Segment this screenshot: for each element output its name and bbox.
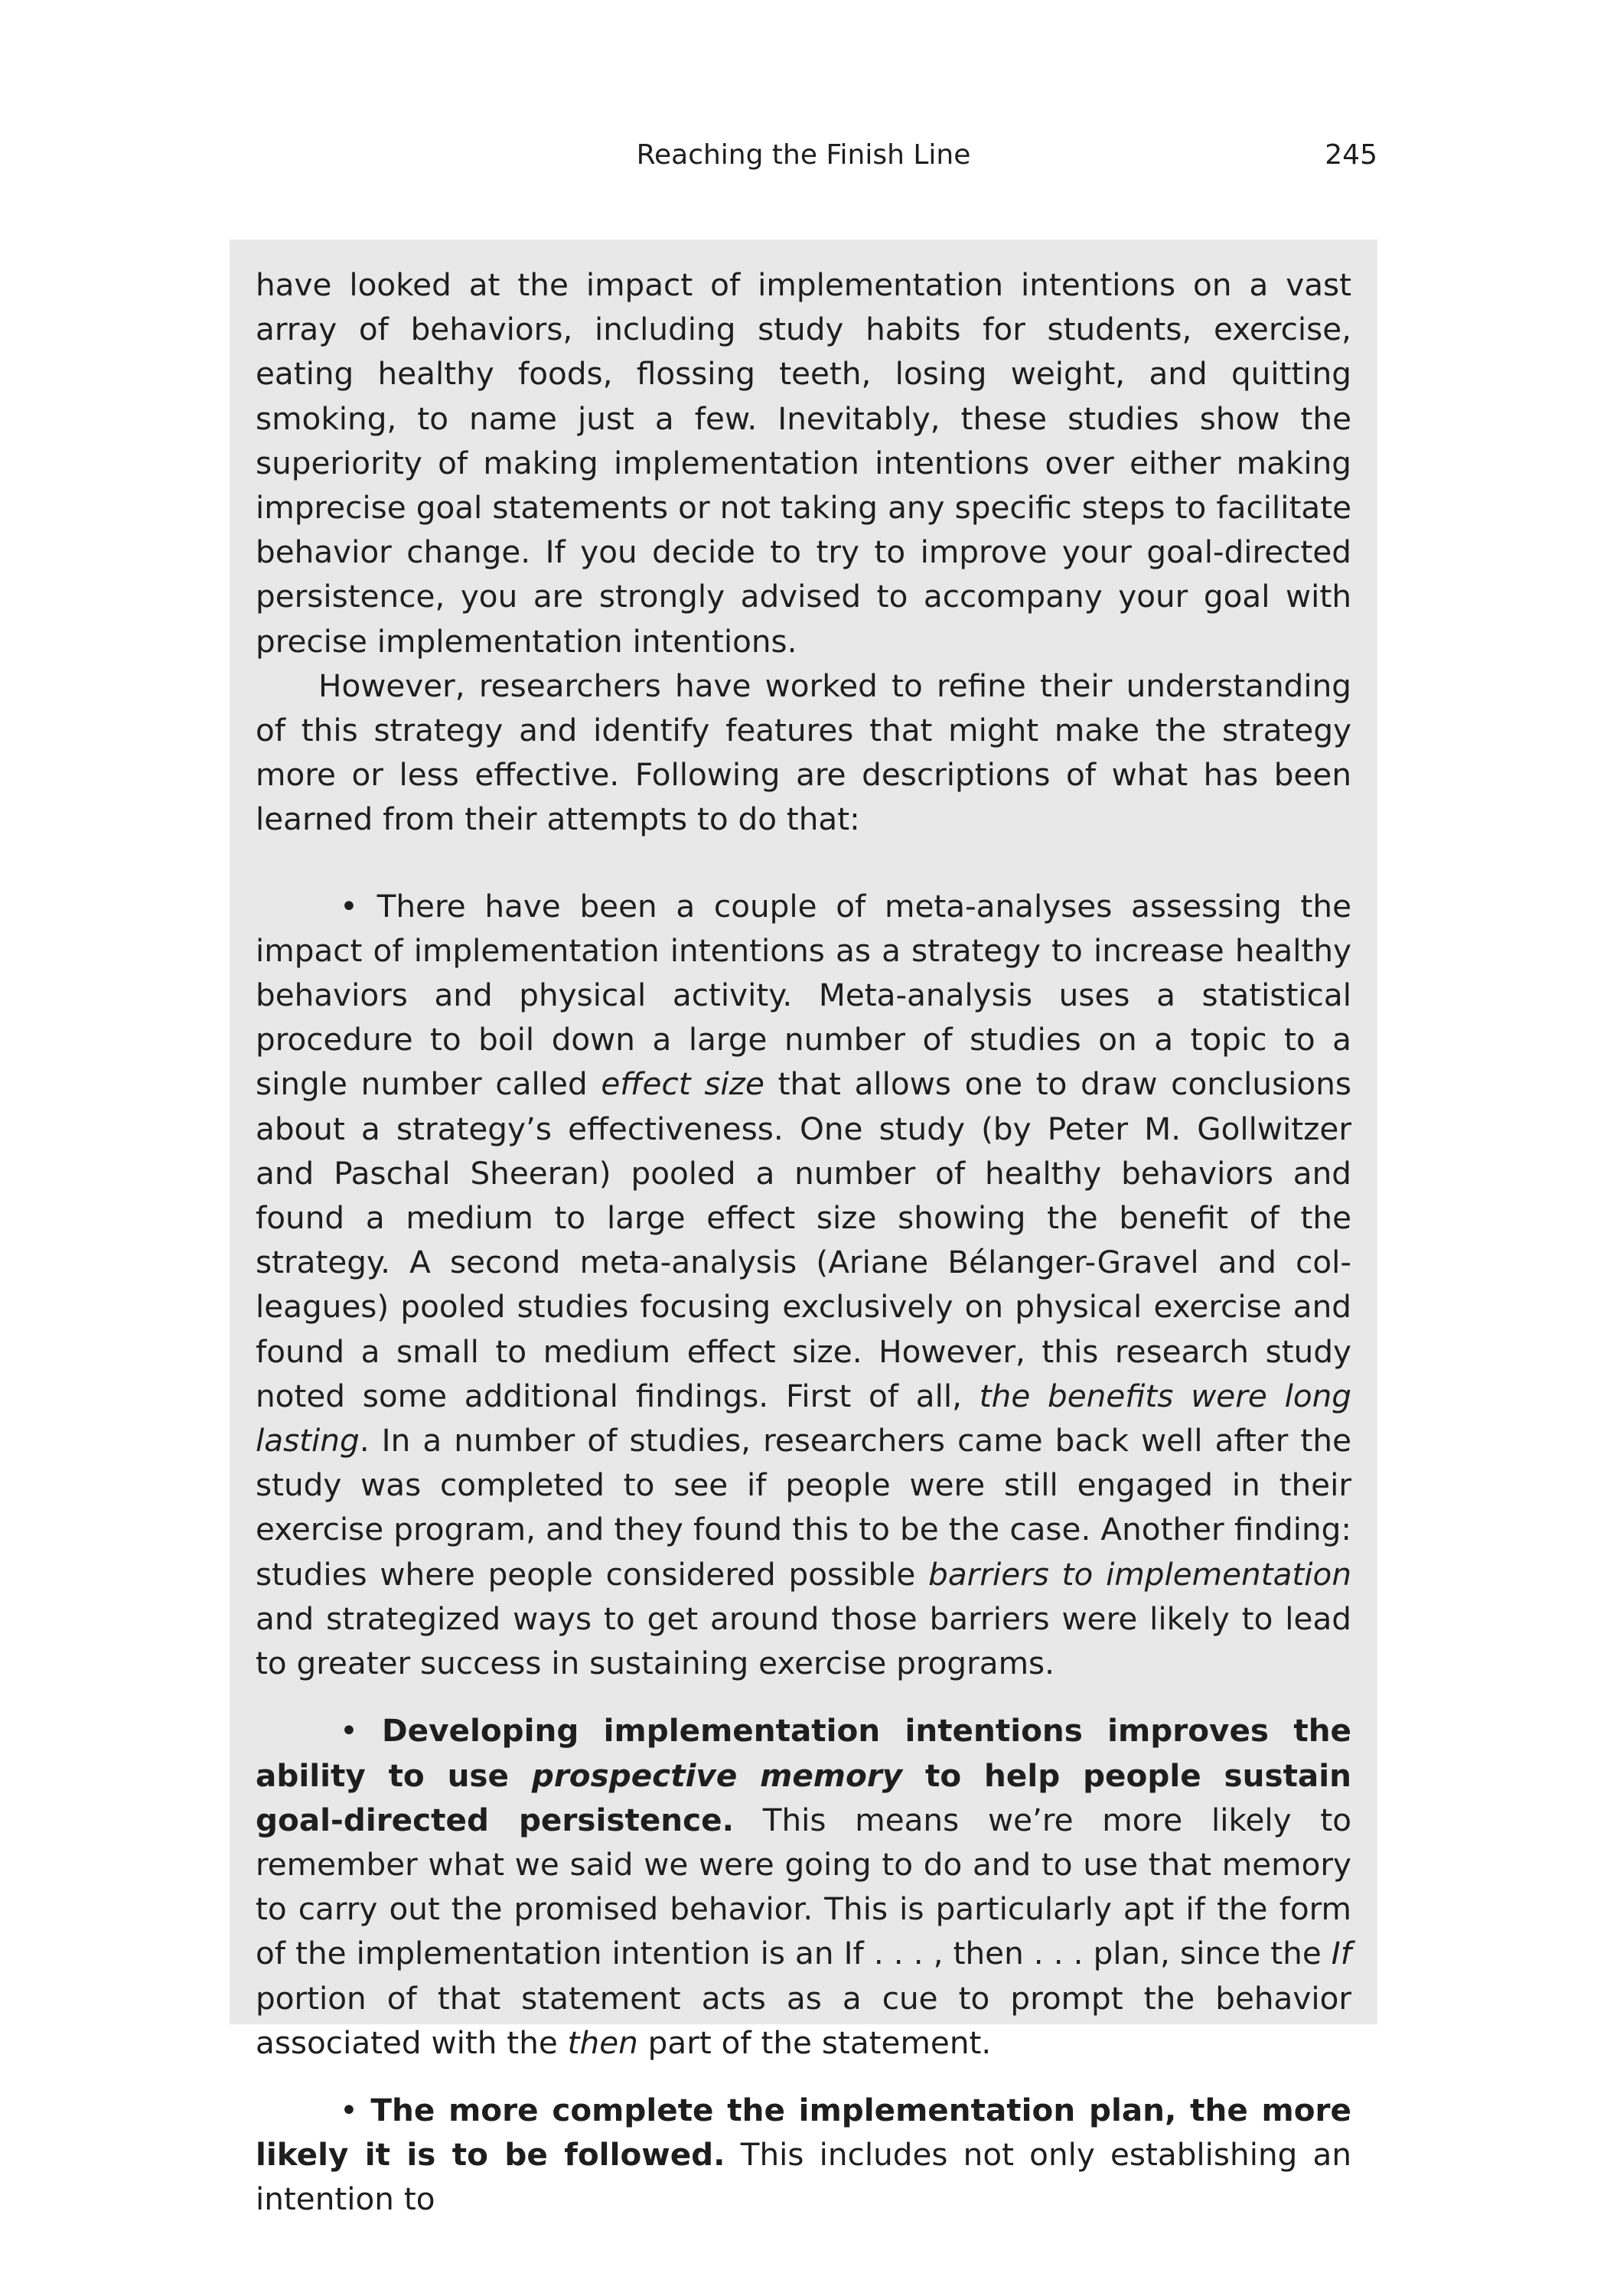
term-barriers-to-implementation: barriers to implementation: [928, 1555, 1351, 1593]
page-number: 245: [1325, 139, 1377, 171]
paragraph-1: have looked at the impact of implementation intentions on a vast array of behaviors, including study habits for students, exercise, eating healthy foods, flossing teeth, losing weight, and quitting smoking, to name just a few. Inevitably, these studies show the superiority of making implementation intentions over either making imprecise goal statements or not taking any specific steps to facilitate behavior change. If you decide to try to improve your goal-directed persistence, you are strongly advised to accompany your goal with precise implementation intentions.: [256, 266, 1351, 660]
bullet-1-text-d: and strategized ways to get around those barriers were likely to lead to greater success in sustaining exercise programs.: [256, 1600, 1351, 1682]
emphasis-long-lasting: the benefits were long lasting: [256, 1377, 1351, 1459]
bullet-item-complete-plan: [256, 2088, 1351, 2222]
running-head-title: Reaching the Finish Line: [636, 139, 971, 171]
emphasis-then: then: [567, 2024, 638, 2061]
bullet-1-text-a: There have been a couple of meta-analyses assessing the impact of implementation intentions as a strategy to increase healthy behaviors and physical activity. Meta-analysis uses a statistical procedure to boil down a large number of studies on a topic to a single number called: [256, 887, 1352, 1103]
paragraph-2: However, researchers have worked to refine their understanding of this strategy and identify features that might make the strategy more or less effective. Following are descriptions of what has been learned from their attempts to do that:: [256, 667, 1351, 838]
bullet-icon: •: [340, 2091, 358, 2128]
emphasis-if: If: [1331, 1935, 1351, 1972]
bullet-2-text-c: part of the statement.: [637, 2024, 992, 2061]
bullet-2-text-a: This means we’re more likely to remember what we said we were going to do and to use that memory to carry out the promised behavior. This is particularly apt if the form of the implementation intention is an If . . . , then . . . plan, since the: [256, 1801, 1351, 1972]
term-effect-size: effect size: [601, 1065, 764, 1103]
bullet-1-text-c: . In a number of studies, researchers came back well after the study was completed to see if people were still engaged in their exercise program, and they found this to be the case. Another finding: studies where people considered possible: [256, 1422, 1351, 1593]
bullet-item-prospective-memory: [256, 1708, 1351, 2065]
bullet-item-meta-analyses: [256, 884, 1351, 1686]
bullet-3-heading: The more complete the implementation plan, the more likely it is to be followed.: [256, 2091, 1352, 2174]
bullet-2-text-b: portion of that statement acts as a cue to prompt the behavior associated with the: [256, 1979, 1351, 2061]
bullet-icon: •: [340, 1712, 358, 1750]
bullet-3-text-a: This includes not only establishing an intention to: [256, 2136, 1351, 2218]
bullet-icon: •: [340, 887, 358, 925]
shaded-text-box: [230, 240, 1377, 2218]
bullet-2-heading-b: to help people sustain goal-directed persistence.: [256, 1756, 1351, 1838]
term-prospective-memory: prospective memory: [531, 1756, 903, 1794]
bullet-1-text-b: that allows one to draw conclusions about a strategy’s effectiveness. One study (by Peter M. Gollwitzer and Paschal Sheeran) pooled a number of healthy behaviors and found a medium to large effect size showing the benefit of the strategy. A second meta-analysis (Ariane Bélanger-Gravel and colleagues) pooled studies focusing exclusively on physical exercise and found a small to medium effect size. However, this research study noted some additional findings. First of all,: [256, 1065, 1351, 1414]
bullet-2-heading-a: Developing implementation intentions improves the ability to use: [256, 1712, 1351, 1794]
running-head: [230, 136, 1377, 174]
